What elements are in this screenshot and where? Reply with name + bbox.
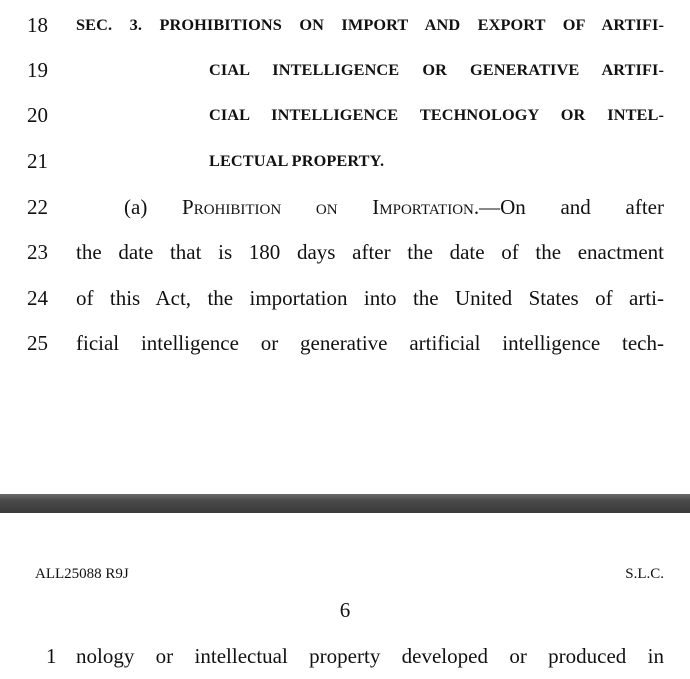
line-number: 24 [27,286,48,310]
line-1 [0,641,690,671]
line-25 [0,328,690,358]
line-number: 18 [27,13,48,37]
line-23 [0,237,690,267]
line-22 [0,192,690,222]
body-text: nology or intellectual property developed or produced in [76,644,664,668]
subsection-label: (a) [124,195,148,219]
line-18 [0,10,690,40]
section-heading: SEC. 3. PROHIBITIONS ON IMPORT AND EXPORT OF ARTIFI- [76,15,664,34]
subsection-caption: Prohibition on Importation [182,195,474,219]
line-number: 22 [27,195,48,219]
line-19 [0,55,690,85]
line-24 [0,283,690,313]
line-21 [0,146,690,176]
line-number: 19 [27,58,48,82]
line-number: 23 [27,240,48,264]
body-text: the date that is 180 days after the date of the enactment [76,240,664,264]
section-heading-cont: CIAL INTELLIGENCE TECHNOLOGY OR INTEL- [209,105,664,124]
line-number: 21 [27,149,48,173]
body-text: ficial intelligence or generative artificial intelligence tech- [76,331,664,355]
page-number: 6 [339,598,351,622]
line-number: 25 [27,331,48,355]
slc-label: S.L.C. [625,566,664,582]
section-heading-end: LECTUAL PROPERTY. [209,151,385,170]
line-number: 20 [27,103,48,127]
subsection-a [76,192,664,222]
page-separator [0,494,690,513]
line-number: 1 [46,644,57,668]
section-heading-cont: CIAL INTELLIGENCE OR GENERATIVE ARTIFI- [209,60,664,79]
subsection-text: .—On and after [473,195,664,219]
line-20 [0,100,690,130]
body-text: of this Act, the importation into the United States of arti- [76,286,664,310]
document-id: ALL25088 R9J [35,566,129,582]
